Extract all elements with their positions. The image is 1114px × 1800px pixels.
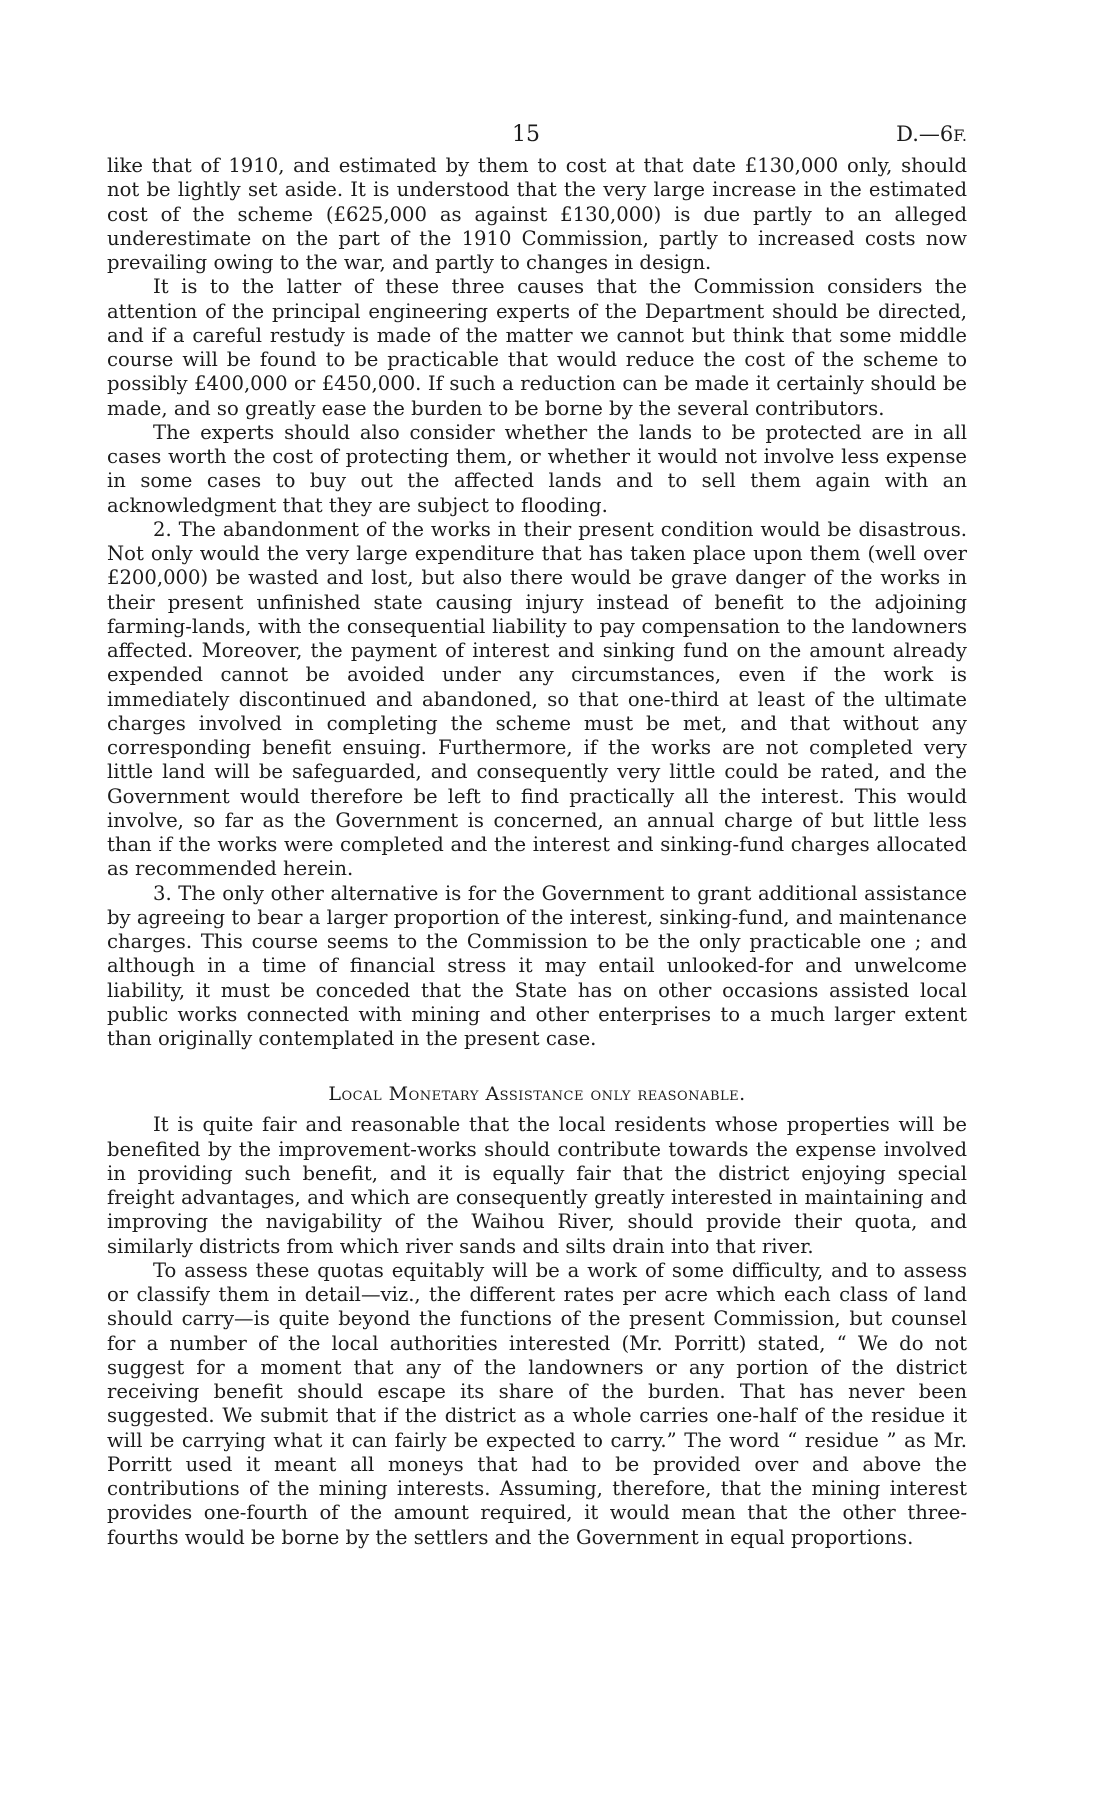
document-reference <box>896 122 967 146</box>
paragraph: It is to the latter of these three causes that the Commission considers the attention of the principal engineering experts of the Department should be directed, and if a careful restudy is made of the matter we cannot but think that some middle course will be found to be practicable that would reduce the cost of the scheme to possibly £400,000 or £450,000. If such a reduction can be made it certainly should be made, and so greatly ease the burden to be borne by the several contributors. <box>107 275 967 420</box>
document-reference-main: D.—6 <box>896 122 954 146</box>
paragraph: It is quite fair and reasonable that the local residents whose properties will be benefited by the improvement-works should contribute towards the expense involved in providing such benefit, and it is equally fair that the district enjoying special freight advantages, and which are consequently greatly interested in maintaining and improving the navigability of the Waihou River, should provide their quota, and similarly districts from which river sands and silts drain into that river. <box>107 1113 967 1258</box>
page-header <box>107 118 967 154</box>
paragraph: 2. The abandonment of the works in their present condition would be disastrous. Not only would the very large expenditure that has taken place upon them (well over £200,000) be wasted and lost, but also there would be grave danger of the works in their present unfinished state causing injury instead of benefit to the adjoining farming-lands, with the consequential liability to pay compensation to the landowners affected. Moreover, the payment of interest and sinking fund on the amount already expended cannot be avoided under any circumstances, even if the work is immediately discontinued and abandoned, so that one-third at least of the ultimate charges involved in completing the scheme must be met, and that without any corresponding benefit ensuing. Furthermore, if the works are not completed very little land will be safeguarded, and consequently very little could be rated, and the Government would therefore be left to find practically all the interest. This would involve, so far as the Government is concerned, an annual charge of but little less than if the works were completed and the interest and sinking-fund charges allocated as recommended herein. <box>107 517 967 881</box>
paragraph: To assess these quotas equitably will be a work of some difficulty, and to assess or classify them in detail—viz., the different rates per acre which each class of land should carry—is quite beyond the functions of the present Commission, but counsel for a number of the local authorities interested (Mr. Porritt) stated, “ We do not suggest for a moment that any of the landowners or any portion of the district receiving benefit should escape its share of the burden. That has never been suggested. We submit that if the district as a whole carries one-half of the residue it will be carrying what it can fairly be expected to carry.” The word “ residue ” as Mr. Porritt used it meant all moneys that had to be provided over and above the contributions of the mining interests. Assuming, therefore, that the mining interest provides one-fourth of the amount required, it would mean that the other three-fourths would be borne by the settlers and the Government in equal proportions. <box>107 1258 967 1549</box>
paragraph: 3. The only other alternative is for the Government to grant additional assistance by agreeing to bear a larger proportion of the interest, sinking-fund, and maintenance charges. This course seems to the Commission to be the only practicable one ; and although in a time of financial stress it may entail unlooked-for and unwelcome liability, it must be conceded that the State has on other occasions assisted local public works connected with mining and other enterprises to a much larger extent than originally contemplated in the present case. <box>107 881 967 1050</box>
document-reference-suffix: F. <box>953 126 967 145</box>
document-page <box>107 118 967 1550</box>
page-number: 15 <box>512 122 540 147</box>
paragraph: The experts should also consider whether the lands to be protected are in all cases worth the cost of protecting them, or whether it would not involve less expense in some cases to buy out the affected lands and to sell them again with an acknowledgment that they are subject to flooding. <box>107 420 967 517</box>
section-heading: Local Monetary Assistance only reasonable. <box>328 1083 746 1106</box>
paragraph: like that of 1910, and estimated by them to cost at that date £130,000 only, should not be lightly set aside. It is understood that the very large increase in the estimated cost of the scheme (£625,000 as against £130,000) is due partly to an alleged underestimate on the part of the 1910 Commission, partly to increased costs now prevailing owing to the war, and partly to changes in design. <box>107 154 967 274</box>
